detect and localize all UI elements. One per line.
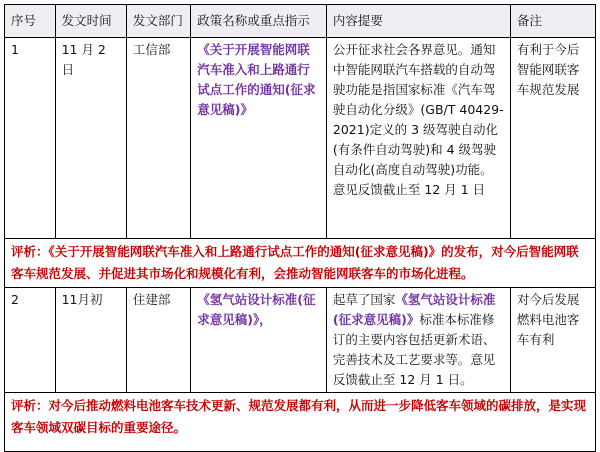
- summary-title: 《氢气站设计标准(征求意见稿)》: [332, 292, 496, 327]
- evaluation-text: 评析：《关于开展智能网联汽车准入和上路通行试点工作的通知(征求意见稿)》的发布，对今后智能网联客车规范发展、并促进其市场化和规模化有利，会推动智能网联客车的市场化进程。: [5, 239, 596, 288]
- summary-pre: 起草了国家: [332, 292, 396, 307]
- header-dept: 发文部门: [126, 5, 190, 38]
- evaluation-row: [5, 393, 596, 452]
- row-no: 1: [5, 38, 56, 239]
- header-summary: 内容提要: [326, 5, 510, 38]
- header-no: 序号: [5, 5, 56, 38]
- evaluation-row: [5, 239, 596, 288]
- summary-post: 标准本标准修订的主要内容包括更新术语、完善技术及工艺要求等。意见反馈截止至 12 月 1 日。: [332, 312, 496, 387]
- row-note: 有利于今后智能网联客车规范发展: [510, 38, 595, 239]
- row-dept: 住建部: [126, 288, 190, 393]
- evaluation-text: 评析：对今后推动燃料电池客车技术更新、规范发展都有利，从而进一步降低客车领域的碳排放，是实现客车领域双碳目标的重要途径。: [5, 393, 596, 452]
- row-policy: 《氢气站设计标准(征求意见稿)》，: [191, 288, 327, 393]
- row-date: 11 月 2 日: [55, 38, 126, 239]
- row-date: 11月初: [55, 288, 126, 393]
- header-date: 发文时间: [55, 5, 126, 38]
- policy-table: [4, 4, 596, 452]
- table-header-row: [5, 5, 596, 38]
- table-row: [5, 288, 596, 393]
- row-dept: 工信部: [126, 38, 190, 239]
- header-policy: 政策名称或重点指示: [191, 5, 327, 38]
- table-row: [5, 38, 596, 239]
- row-summary: [326, 288, 510, 393]
- row-no: 2: [5, 288, 56, 393]
- row-note: 对今后发展燃料电池客车有利: [510, 288, 595, 393]
- row-summary: 公开征求社会各界意见。通知中智能网联汽车搭载的自动驾驶功能是指国家标准《汽车驾驶自动化分级》(GB/T 40429-2021)定义的 3 级驾驶自动化(有条件自动驾驶)和 4 级驾驶自动化(高度自动驾驶)功能。意见反馈截止至 12 月 1 日: [326, 38, 510, 239]
- row-policy: 《关于开展智能网联汽车准入和上路通行试点工作的通知(征求意见稿)》: [191, 38, 327, 239]
- header-note: 备注: [510, 5, 595, 38]
